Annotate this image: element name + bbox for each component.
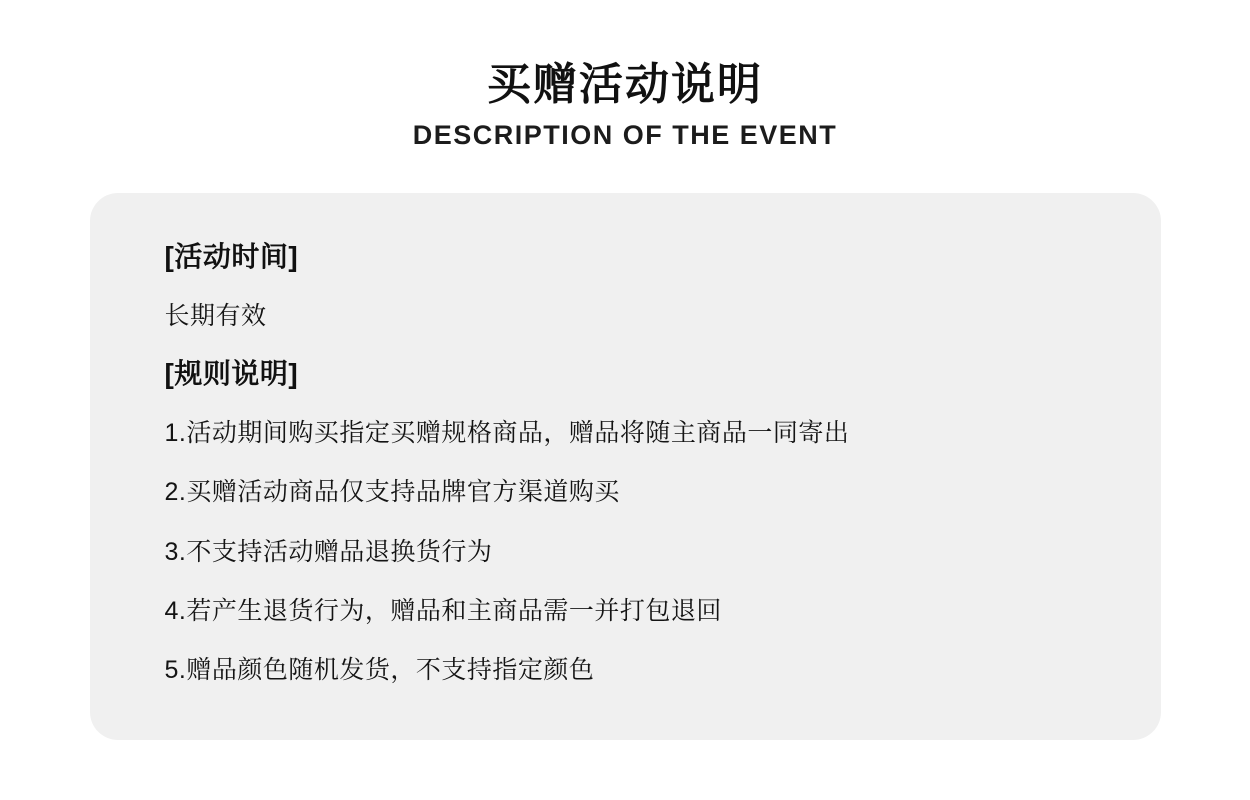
page-header bbox=[0, 62, 1250, 151]
page-title: 买赠活动说明 bbox=[487, 60, 763, 109]
section-heading-rules: [规则说明] bbox=[164, 358, 299, 390]
rule-item-2: 2.买赠活动商品仅支持品牌官方渠道购买 bbox=[164, 478, 620, 507]
event-description-page bbox=[0, 62, 1250, 800]
rule-item-4: 4.若产生退货行为，赠品和主商品需一并打包退回 bbox=[164, 596, 722, 625]
section-heading-event-time: [活动时间] bbox=[164, 240, 299, 272]
rules-card bbox=[90, 193, 1161, 741]
rule-item-3: 3.不支持活动赠品退换货行为 bbox=[164, 537, 493, 566]
rule-item-1: 1.活动期间购买指定买赠规格商品，赠品将随主商品一同寄出 bbox=[164, 419, 850, 448]
page-subtitle: DESCRIPTION OF THE EVENT bbox=[412, 120, 838, 151]
rule-item-5: 5.赠品颜色随机发货，不支持指定颜色 bbox=[164, 656, 595, 685]
event-time-value: 长期有效 bbox=[164, 301, 267, 330]
